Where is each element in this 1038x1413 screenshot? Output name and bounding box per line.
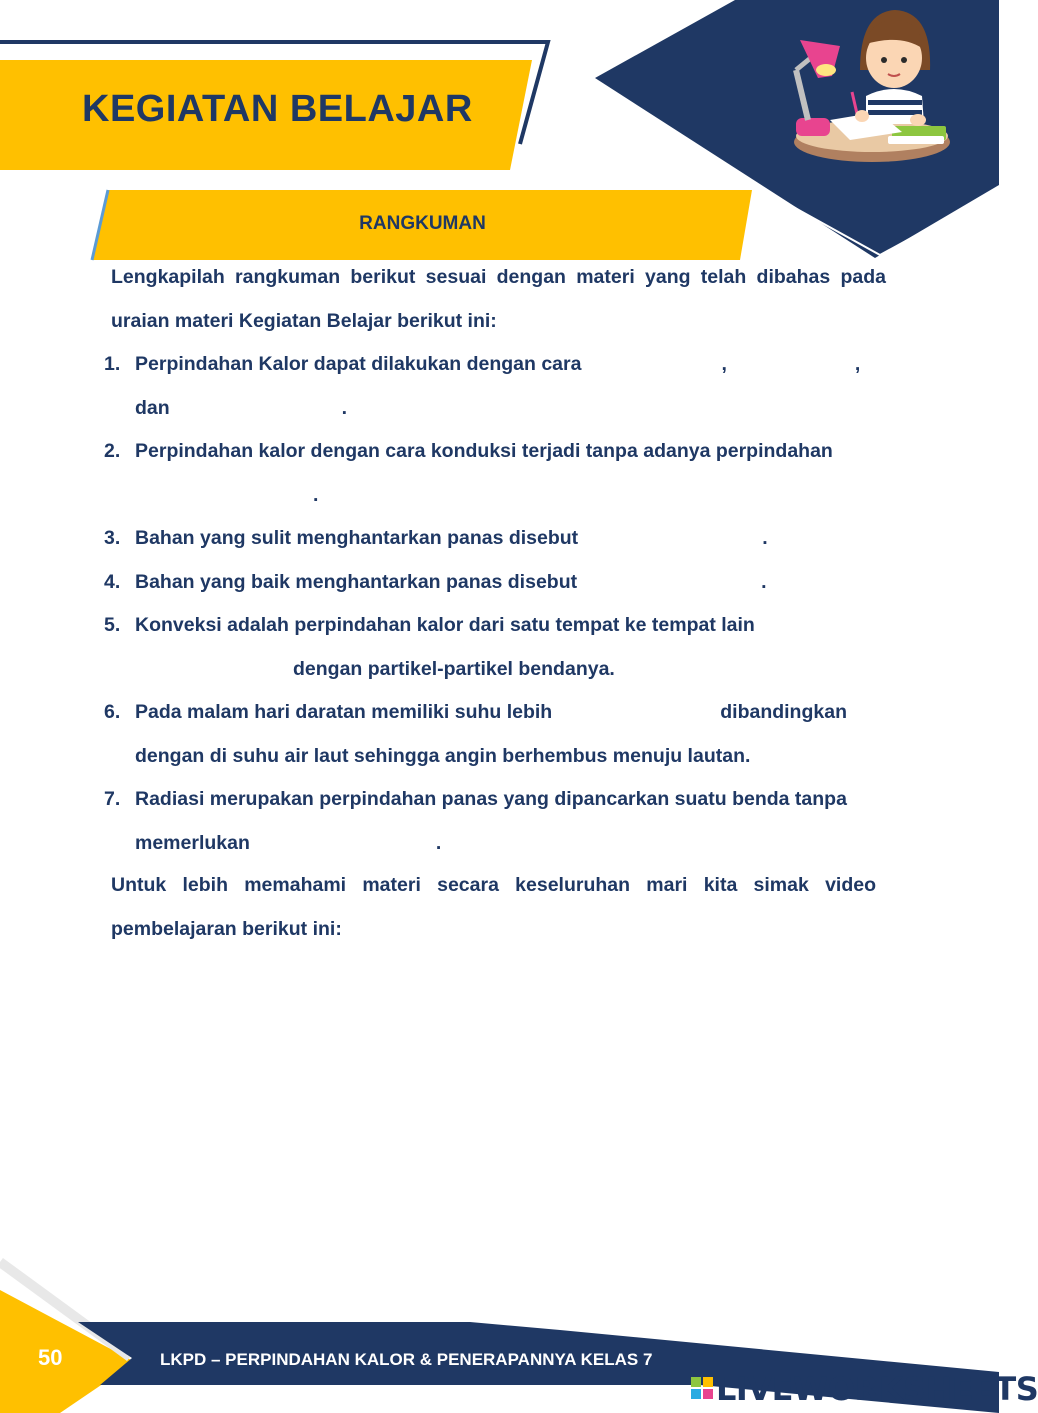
list-item: 5. Konveksi adalah perpindahan kalor dari satu tempat ke tempat lain dengan partikel-partikel bendanya. xyxy=(104,614,755,680)
summary-list xyxy=(100,343,886,865)
page-title: KEGIATAN BELAJAR xyxy=(82,88,473,130)
intro-line: Lengkapilah rangkuman berikut sesuai dengan materi yang telah dibahas pada xyxy=(111,266,886,288)
page-number: 50 xyxy=(38,1345,63,1370)
answer-blank[interactable] xyxy=(577,571,761,593)
list-item: 3. Bahan yang sulit menghantarkan panas disebut . xyxy=(104,527,768,549)
answer-blank[interactable] xyxy=(727,354,855,376)
liveworksheets-logo-icon xyxy=(691,1377,713,1399)
answer-blank[interactable] xyxy=(135,484,313,506)
section-subtitle: RANGKUMAN xyxy=(359,213,486,234)
answer-blank[interactable] xyxy=(578,528,762,550)
answer-blank[interactable] xyxy=(250,832,436,854)
list-item: 6. Pada malam hari daratan memiliki suhu lebih dibandingkan dengan di suhu air laut sehingga angin berhembus menuju lautan. xyxy=(104,701,847,767)
intro-paragraph xyxy=(111,256,886,343)
footer-title: LKPD – PERPINDAHAN KALOR & PENERAPANNYA KELAS 7 xyxy=(160,1350,653,1369)
list-item: 4. Bahan yang baik menghantarkan panas disebut . xyxy=(104,570,767,593)
list-item: 1. Perpindahan Kalor dapat dilakukan dengan cara , , dan . xyxy=(104,353,861,419)
liveworksheets-brand[interactable]: LIVEWORKSHEETS xyxy=(716,1370,1038,1408)
list-item: 2. Perpindahan kalor dengan cara konduksi terjadi tanpa adanya perpindahan . xyxy=(104,440,833,506)
list-item: 7. Radiasi merupakan perpindahan panas yang dipancarkan suatu benda tanpa memerlukan . xyxy=(104,788,847,854)
answer-blank[interactable] xyxy=(552,702,720,724)
answer-blank[interactable] xyxy=(170,397,342,419)
intro-line: uraian materi Kegiatan Belajar berikut ini: xyxy=(111,309,497,332)
closing-paragraph: Untuk lebih memahami materi secara keseluruhan mari kita simak video pembelajaran berikut ini: xyxy=(111,874,876,940)
answer-blank[interactable] xyxy=(581,354,721,376)
answer-blank[interactable] xyxy=(135,658,293,680)
